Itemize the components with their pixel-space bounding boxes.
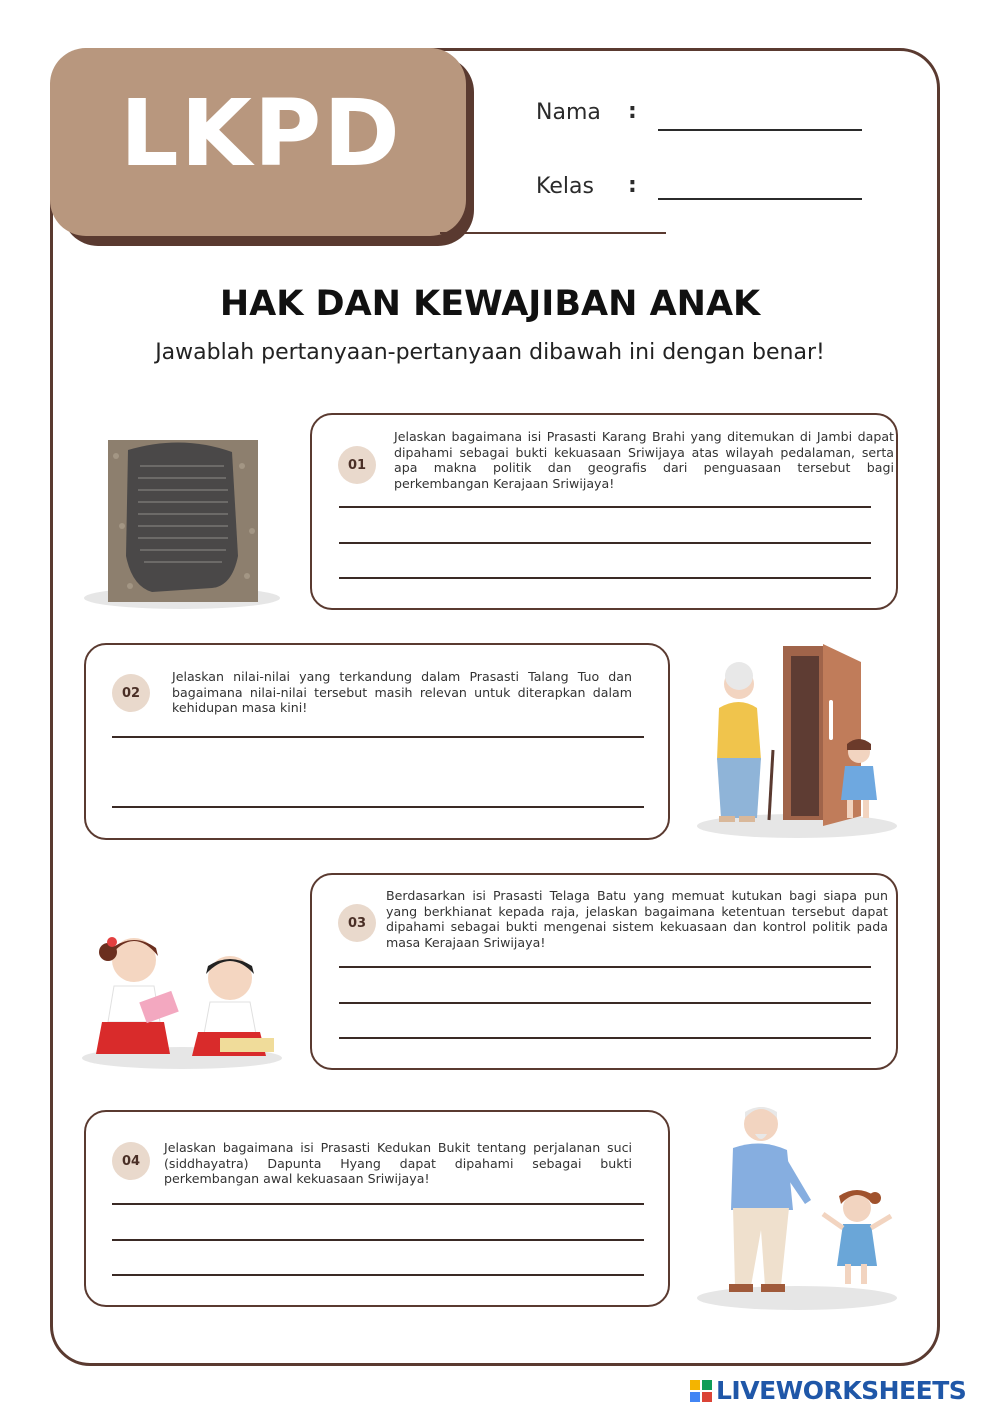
name-colon: : <box>628 99 637 124</box>
class-input-line[interactable] <box>658 198 862 200</box>
question-text-1: Jelaskan bagaimana isi Prasasti Karang Brahi yang ditemukan di Jambi dapat dipahami sebagai bukti kekuasaan Sriwijaya atas wilayah pedalaman, serta apa makna politik dan geografis dari penguasaan tersebut bagi perkembangan Kerajaan Sriwijaya! <box>394 429 894 491</box>
header-divider <box>440 232 666 234</box>
question-card-1 <box>310 413 898 610</box>
question-number-2: 02 <box>112 674 150 712</box>
answer-line[interactable] <box>112 736 644 738</box>
name-input-line[interactable] <box>658 129 862 131</box>
question-text-3: Berdasarkan isi Prasasti Telaga Batu yang memuat kutukan bagi siapa pun yang berkhianat kepada raja, jelaskan bagaimana ketentuan tersebut dapat dipahami sebagai bukti mengenai sistem kekuasaan dan kontrol politik pada masa Kerajaan Sriwijaya! <box>386 888 888 950</box>
kids-reading-picture <box>80 926 285 1072</box>
answer-line[interactable] <box>339 542 871 544</box>
question-number-4: 04 <box>112 1142 150 1180</box>
question-card-2 <box>84 643 670 840</box>
class-label: Kelas <box>536 174 594 199</box>
liveworksheets-brand[interactable] <box>690 1376 966 1405</box>
question-card-4 <box>84 1110 670 1307</box>
question-number-1: 01 <box>338 446 376 484</box>
question-text-2: Jelaskan nilai-nilai yang terkandung dalam Prasasti Talang Tuo dan bagaimana nilai-nilai tersebut masih relevan untuk diterapkan dalam kehidupan masa kini! <box>172 669 632 715</box>
answer-line[interactable] <box>112 1239 644 1241</box>
question-number-3: 03 <box>338 904 376 942</box>
page-title: HAK DAN KEWAJIBAN ANAK <box>219 284 761 324</box>
answer-line[interactable] <box>112 806 644 808</box>
instruction-text: Jawablah pertanyaan-pertanyaan dibawah ini dengan benar! <box>155 340 825 365</box>
stone-inscription-picture <box>82 436 282 612</box>
grandfather-girl-picture <box>695 1100 900 1312</box>
badge-title: LKPD <box>120 80 402 187</box>
question-text-4: Jelaskan bagaimana isi Prasasti Kedukan Bukit tentang perjalanan suci (siddhayatra) Dapunta Hyang dapat dipahami sebagai bukti perkembangan awal kekuasaan Sriwijaya! <box>164 1140 632 1186</box>
liveworksheets-logo-icon <box>690 1380 712 1402</box>
name-label: Nama <box>536 100 601 125</box>
answer-line[interactable] <box>339 1037 871 1039</box>
question-card-3 <box>310 873 898 1070</box>
answer-line[interactable] <box>112 1203 644 1205</box>
answer-line[interactable] <box>339 1002 871 1004</box>
answer-line[interactable] <box>112 1274 644 1276</box>
class-colon: : <box>628 173 637 198</box>
grandmother-door-picture <box>695 640 900 840</box>
brand-name: LIVEWORKSHEETS <box>716 1376 967 1405</box>
answer-line[interactable] <box>339 966 871 968</box>
answer-line[interactable] <box>339 577 871 579</box>
answer-line[interactable] <box>339 506 871 508</box>
